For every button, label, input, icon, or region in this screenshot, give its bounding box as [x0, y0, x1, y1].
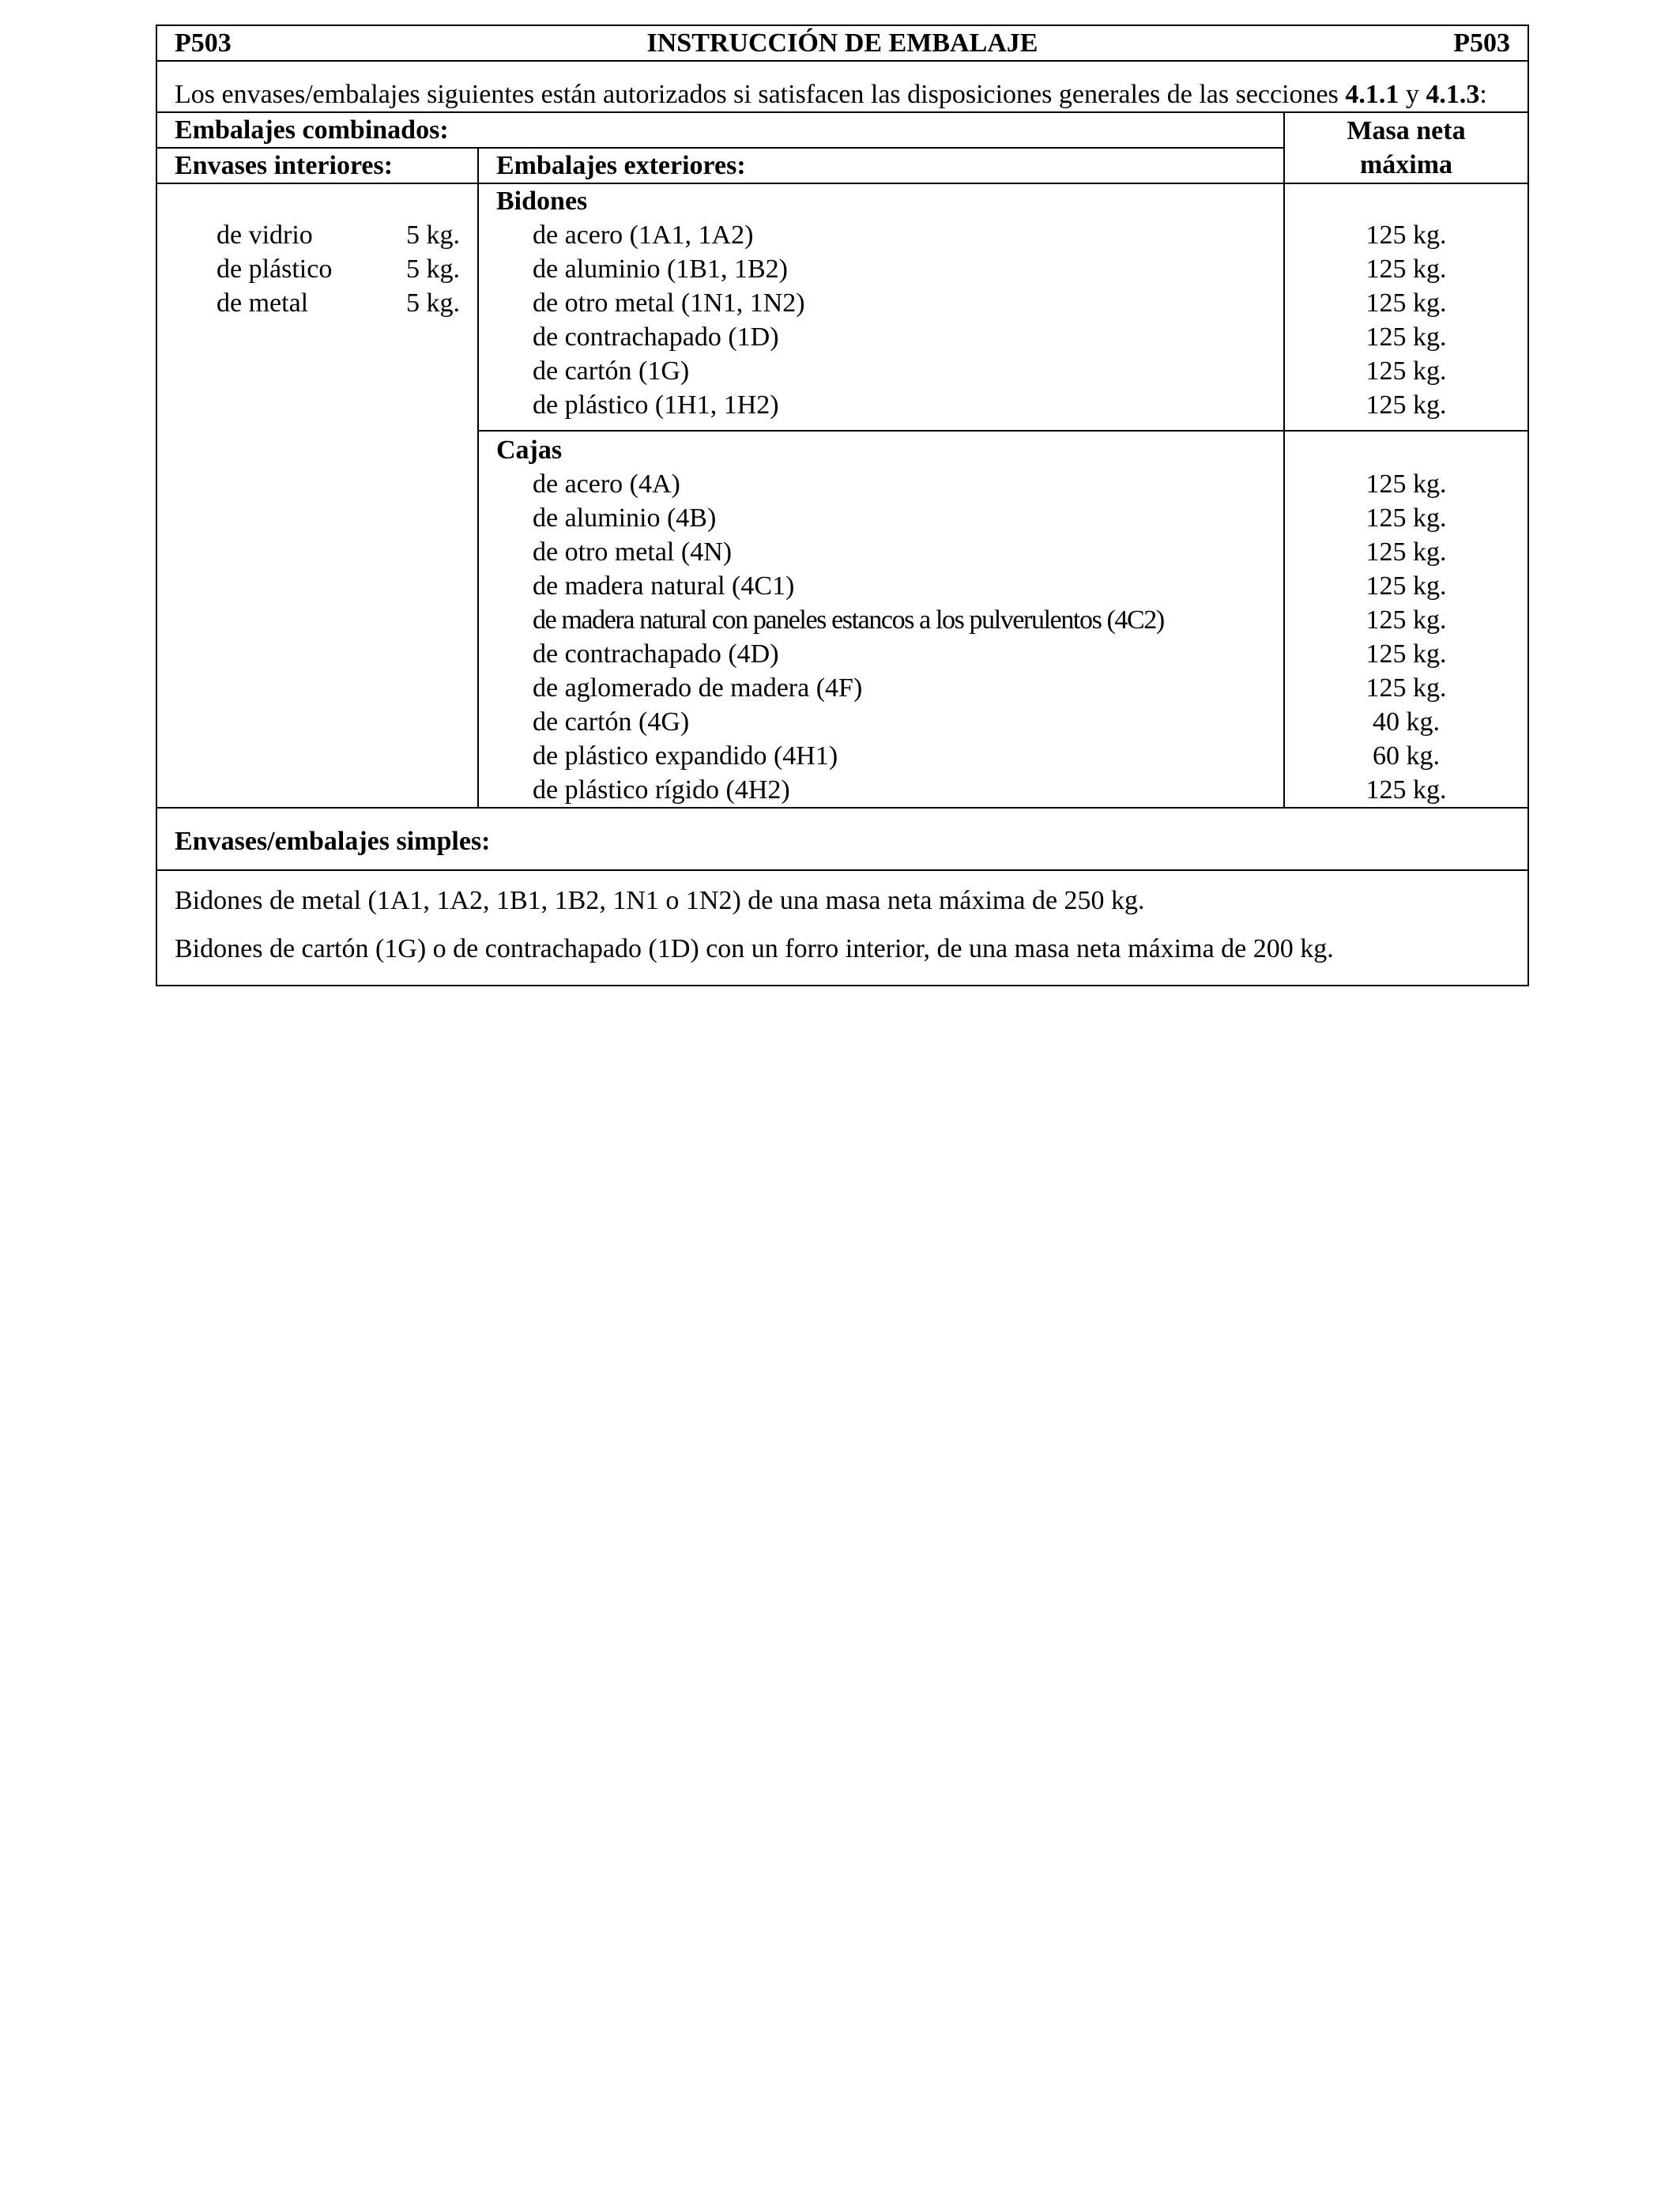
- drum-item: de otro metal (1N1, 1N2): [533, 288, 805, 318]
- box-mass: 125 kg.: [1365, 639, 1447, 669]
- code-right: P503: [1453, 28, 1510, 58]
- inner-item: [217, 252, 460, 286]
- single-heading: Envases/embalajes simples:: [156, 808, 1528, 870]
- single-heading-row: [156, 808, 1528, 870]
- inner-item-mass: 5 kg.: [406, 221, 460, 250]
- box-mass: 125 kg.: [1365, 775, 1447, 805]
- inner-item-mass: 5 kg.: [406, 254, 460, 284]
- outer-heading: Embalajes exteriores:: [478, 148, 1284, 183]
- header-cell: [156, 25, 1528, 61]
- boxes-title: Cajas: [496, 435, 563, 465]
- inner-item-name: de metal: [217, 288, 309, 318]
- box-item: de aluminio (4B): [533, 503, 717, 533]
- drum-item: de plástico (1H1, 1H2): [533, 390, 779, 420]
- box-item: de madera natural con paneles estancos a los pulverulentos (4C2): [533, 605, 1164, 635]
- mass-heading-line2: máxima: [1359, 150, 1453, 179]
- box-item: de cartón (4G): [533, 707, 690, 737]
- box-item: de acero (4A): [533, 469, 680, 499]
- box-mass: 125 kg.: [1365, 503, 1447, 533]
- box-item: de otro metal (4N): [533, 537, 733, 567]
- mass-heading-cell: [1284, 112, 1528, 183]
- packing-instruction-table: [156, 25, 1529, 986]
- single-content-row: [156, 870, 1528, 986]
- drums-title: Bidones: [496, 187, 588, 216]
- drums-row: [156, 183, 1528, 431]
- single-line: Bidones de metal (1A1, 1A2, 1B1, 1B2, 1N1 o 1N2) de una masa neta máxima de 250 kg.: [175, 886, 1145, 915]
- inner-item-name: de plástico: [217, 254, 333, 284]
- section-ref-a: 4.1.1: [1345, 80, 1399, 109]
- drum-mass: 125 kg.: [1365, 356, 1447, 386]
- section-ref-b: 4.1.3: [1426, 80, 1480, 109]
- drum-item: de cartón (1G): [533, 356, 690, 386]
- box-mass: 125 kg.: [1365, 673, 1447, 703]
- inner-item-mass: 5 kg.: [406, 288, 460, 318]
- intro-text: Los envases/embalajes siguientes están autorizados si satisfacen las disposiciones generales de las secciones: [175, 80, 1346, 109]
- box-item: de plástico rígido (4H2): [533, 775, 790, 805]
- inner-item: [217, 286, 460, 320]
- inner-packagings-cell: [156, 183, 478, 808]
- combined-heading-row: [156, 112, 1528, 148]
- intro-connector: y: [1399, 80, 1426, 109]
- drum-item: de acero (1A1, 1A2): [533, 221, 754, 250]
- drum-mass: 125 kg.: [1365, 390, 1447, 420]
- single-content-cell: [156, 870, 1528, 986]
- intro-row: [156, 61, 1528, 112]
- drum-item: de aluminio (1B1, 1B2): [533, 254, 788, 284]
- box-mass: 125 kg.: [1365, 537, 1447, 567]
- box-mass: 125 kg.: [1365, 469, 1447, 499]
- intro-ending: :: [1479, 80, 1487, 109]
- drums-mass-cell: [1284, 183, 1528, 431]
- boxes-mass-cell: [1284, 431, 1528, 808]
- box-item: de plástico expandido (4H1): [533, 741, 838, 771]
- box-mass: 125 kg.: [1365, 571, 1447, 601]
- instruction-title: INSTRUCCIÓN DE EMBALAJE: [646, 28, 1038, 58]
- inner-item-name: de vidrio: [217, 221, 313, 250]
- drum-mass: 125 kg.: [1365, 221, 1447, 250]
- box-item: de aglomerado de madera (4F): [533, 673, 863, 703]
- inner-item: [217, 218, 460, 252]
- box-item: de madera natural (4C1): [533, 571, 795, 601]
- box-mass: 125 kg.: [1365, 605, 1447, 635]
- box-mass: 40 kg.: [1373, 707, 1440, 737]
- drum-mass: 125 kg.: [1365, 288, 1447, 318]
- drum-mass: 125 kg.: [1365, 254, 1447, 284]
- drum-mass: 125 kg.: [1365, 322, 1447, 352]
- single-line: Bidones de cartón (1G) o de contrachapado (1D) con un forro interior, de una masa neta máxima de 200 kg.: [175, 934, 1334, 963]
- combined-heading: Embalajes combinados:: [156, 112, 1284, 148]
- header-row: [156, 25, 1528, 61]
- code-left: P503: [175, 28, 232, 58]
- box-mass: 60 kg.: [1373, 741, 1440, 771]
- drums-cell: [478, 183, 1284, 431]
- inner-heading: Envases interiores:: [156, 148, 478, 183]
- intro-cell: [156, 61, 1528, 112]
- packing-instruction-page: [156, 25, 1527, 986]
- mass-heading-line1: Masa neta: [1347, 116, 1466, 145]
- drum-item: de contrachapado (1D): [533, 322, 779, 352]
- box-item: de contrachapado (4D): [533, 639, 779, 669]
- boxes-cell: [478, 431, 1284, 808]
